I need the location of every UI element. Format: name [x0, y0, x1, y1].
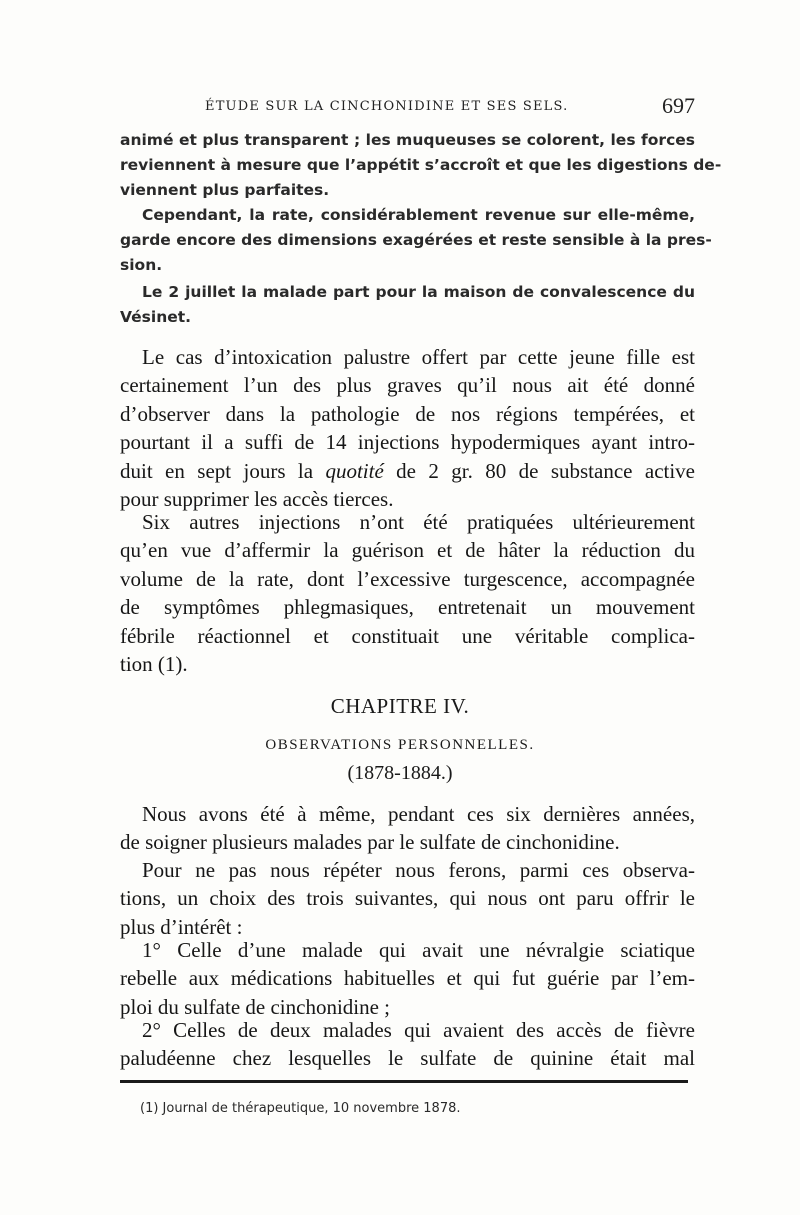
text-line: tion (1). — [120, 651, 188, 676]
text-fragment: de 2 gr. 80 de substance active — [383, 458, 695, 483]
footnote: (1) Journal de thérapeutique, 10 novembre 1878. — [140, 1101, 461, 1116]
text-line: fébrile réactionnel et constituait une véritable complica- — [120, 623, 695, 648]
text-line: qu’en vue d’affermir la guérison et de hâter la réduction du — [120, 538, 695, 563]
text-line: de symptômes phlegmasiques, entretenait un mouvement — [120, 595, 695, 620]
text-fragment: duit en sept jours la — [120, 458, 326, 483]
text-line: sion. — [120, 256, 163, 274]
text-line: 2° Celles de deux malades qui avaient des accès de fièvre — [142, 1018, 695, 1042]
emphasized-word: quotité — [325, 458, 384, 483]
text-line-with-emphasis — [120, 457, 695, 485]
text-line: certainement l’un des plus graves qu’il nous ait été donné — [120, 373, 695, 398]
body-paragraph-1 — [120, 343, 695, 513]
text-line: garde encore des dimensions exagérées et reste sensible à la pres- — [120, 231, 712, 249]
text-line: 1° Celle d’une malade qui avait une névralgie sciatique — [142, 938, 695, 962]
chapter-paragraph-2 — [120, 856, 695, 941]
text-line: Le cas d’intoxication palustre offert par cette jeune fille est — [142, 345, 695, 369]
text-line: Pour ne pas nous répéter nous ferons, parmi ces observa- — [142, 858, 695, 882]
chapter-paragraph-1 — [120, 800, 695, 857]
text-line: Nous avons été à même, pendant ces six dernières années, — [142, 802, 695, 826]
case-note-paragraph-3 — [120, 280, 695, 330]
running-title: ÉTUDE SUR LA CINCHONIDINE ET SES SELS. — [205, 99, 569, 114]
page-header — [120, 93, 695, 123]
chapter-years: (1878-1884.) — [347, 762, 453, 784]
text-line: d’observer dans la pathologie de nos régions tempérées, et — [120, 401, 695, 426]
text-line: volume de la rate, dont l’excessive turgescence, accompagnée — [120, 566, 695, 591]
text-line: animé et plus transparent ; les muqueuses se colorent, les forces — [120, 131, 695, 149]
body-paragraph-2 — [120, 508, 695, 678]
text-line: tions, un choix des trois suivantes, qui nous ont paru offrir le — [120, 886, 695, 911]
text-line: de soigner plusieurs malades par le sulfate de cinchonidine. — [120, 830, 620, 855]
text-line: rebelle aux médications habituelles et qui fut guérie par l’em- — [120, 966, 695, 991]
text-line: Vésinet. — [120, 308, 192, 326]
chapter-title: CHAPITRE IV. — [330, 694, 470, 718]
text-line: viennent plus parfaites. — [120, 181, 330, 199]
footnote-rule — [120, 1080, 688, 1083]
text-line: Cependant, la rate, considérablement revenue sur elle-même, — [142, 206, 695, 224]
page-number: 697 — [662, 93, 695, 118]
text-line: paludéenne chez lesquelles le sulfate de quinine était mal — [120, 1046, 695, 1071]
text-line: plus d’intérêt : — [120, 914, 243, 939]
chapter-paragraph-3 — [120, 936, 695, 1021]
text-line: Le 2 juillet la malade part pour la maison de convalescence du — [142, 283, 695, 301]
case-note-paragraph-2 — [120, 203, 712, 278]
text-line: Six autres injections n’ont été pratiquées ultérieurement — [142, 510, 695, 534]
text-line: pour supprimer les accès tierces. — [120, 486, 394, 511]
chapter-paragraph-4 — [120, 1016, 695, 1073]
case-note-paragraph-1 — [120, 128, 722, 203]
chapter-subtitle: OBSERVATIONS PERSONNELLES. — [265, 737, 535, 753]
text-line: pourtant il a suffi de 14 injections hypodermiques ayant intro- — [120, 430, 695, 455]
text-line: ploi du sulfate de cinchonidine ; — [120, 994, 391, 1019]
text-line: reviennent à mesure que l’appétit s’accroît et que les digestions de- — [120, 156, 722, 174]
